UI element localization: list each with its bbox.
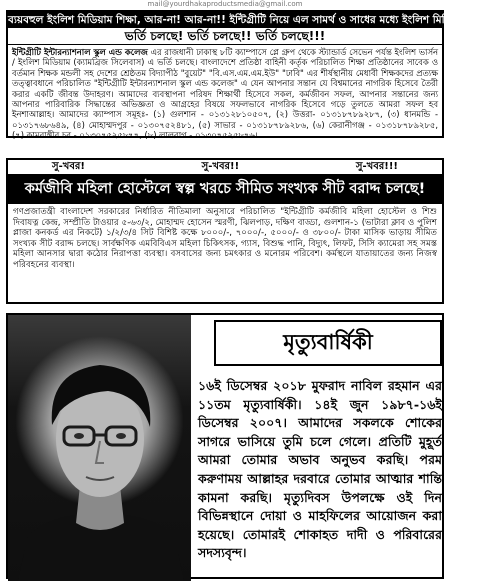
portrait-photo <box>8 315 191 581</box>
ad-band-text: ব্যয়বহুল ইংলিশ মিডিয়াম শিক্ষা, আর-না! আর-না!! ইন্টিগ্রীটি নিয়ে এল সামর্থ ও সাধের মধ্যে ইংলিশ মিডিয়াম শিক্ষা <box>8 14 492 26</box>
good-news-label-3: সু-খবর!!! <box>355 161 398 172</box>
school-admission-ad <box>6 10 492 141</box>
admission-headline: ভর্তি চলছে! ভর্তি চলছে!! ভর্তি চলছে!!! <box>8 28 442 45</box>
obituary-title: মৃত্যুবার্ষিকী <box>214 320 442 366</box>
portrait-illustration <box>8 315 191 581</box>
hostel-ad-body: গণপ্রজাতন্ত্রী বাংলাদেশ সরকারের নির্ধারিত নীতিমালা অনুসারে পরিচালিত "ইন্টিগ্রীটি কর্মজীবি মহিলা হোস্টেল ও শিশু দিবাযত্ন কেন্দ্র, সম্প্রীতি টাওয়ার ৫-৬৩/২, মোহাম্মদ হোসেন স্মরণী, ঝিলপাড়, দক্ষিণ বাড্ডা, গুলশান-১ (ভাটারা ক্লাব ও পুলিশ প্লাজা কনকর্ড এর নিকটে) ১/২/৩/৪ সিট বিশিষ্ট কক্ষে ৮০০০/-, ৭০০০/-, ৫০০০/- ও ৩৮০০/- টাকা মাসিক ভাড়ায় সীমিত সংখ্যক সীট বরাদ্দ চলছে। সার্বক্ষণিক এমবিবিএস মহিলা চিকিৎসক, গ্যাস, বিশুদ্ধ পানি, বিদ্যুৎ, লিফট, সিসি ক্যামেরা সহ সমস্ত মহিলা আনসার দ্বারা কঠোর নিরাপত্তা ব্যবস্থা। বসবাসের জন্য চমৎকার ও মনোরম পরিবেশ। কর্মস্থলে যাতায়াতের জন্য নিজস্ব পরিবহনের ব্যবস্থা। <box>13 207 437 270</box>
hostel-ad <box>6 158 444 304</box>
good-news-label-2: সু-খবর!! <box>201 161 240 172</box>
school-ad-body <box>8 45 442 141</box>
obituary-text: ১৬ই ডিসেম্বর ২০১৮ মুফরাদ নাবিল রহমান এর ১১তম মৃত্যুবার্ষিকী। ১৪ই জুন ১৯৮৭-১৬ই ডিসেম্বর ২০০৭। আমাদের সকলকে শোকের সাগরে ভাসিয়ে তুমি চলে গেলে। প্রতিটি মুহূর্ত আমরা তোমার অভাব অনুভব করছি। পরম করুণাময় আল্লাহর দরবারে তোমার আত্মার শান্তি কামনা করছি। মৃত্যুদিবস উপলক্ষে ওই দিন বিভিন্নস্থানে দোয়া ও মাহফিলের আয়োজন করা হয়েছে। তোমারই শোকাহত দাদী ও পরিবারের সদস্যবৃন্দ। <box>198 378 442 561</box>
school-name: ইন্টিগ্রীটি ইন্টারন্যাশনাল স্কুল এন্ড কলেজ <box>12 47 148 57</box>
school-ad-text: এর রাজধানী ঢাকাস্থ ৮টি ক্যাম্পাসে প্লে গ্রুপ থেকে স্ট্যান্ডার্ড সেভেন পর্যন্ত ইংলিশ ভার্সন / ইংলিশ মিডিয়াম (ক্যামব্রিজ সিলেবাস) এ ভর্তি চলছে। বাংলাদেশে প্রতিষ্ঠা বাহিনী কর্তৃক পরিচালিত শিক্ষা প্রতিষ্ঠানের সাবেক ও বর্তমান শিক্ষক মন্ডলী সহ দেশের শ্রেষ্ঠতম বিদ্যাপীঠ "বুয়েট" "বি.এস.এম.এম.ইউ" "ঢাবি" এর শীর্ষস্থানীয় মেধাবী শিক্ষকদের প্রত্যক্ষ তত্ত্বাবধানে পরিচালিত "ইন্টিগ্রীটি ইন্টারন্যাশনাল স্কুল এন্ড কলেজ" এ যেন আপনার সন্তান যে বিশ্বমানের নাগরিক হিসেবে তৈরী করার একটি জীবন্ত উদাহরণ। আমাদের ব্যবস্থাপনা পরিষদ শিক্ষার্থী হিসেবে সকল, কর্মজীবন সফল, আপনার সন্তানের জন্য আপনার পারিবারিক সিদ্ধান্তের অভিজ্ঞতা ও আগ্রহের বিষয়ে সফলভাবে নাগরিক হিসেবে গড়ে তুলতে আমরা সফল হব ইনশাআল্লাহ। আমাদের ক্যাম্পাস সমূহঃ- (১) গুলশান - ০১৩১২৮১০৫০৭, (২) উত্তরা- ০১৩১৮৭৮৯২৮৭, (৩) ধানমন্ডি - ০১৩১৭৬৮৬৪৯, (৪) মোহাম্মদপুর - ০১৩০৭৫২৪৮১, (৫) সাভার - ০১৩১৮৭৮৯২৮৬, (৬) কেরানীগঞ্জ - ০১৩১৮৭৮৯২৮৫, (৭) কামরাঙ্গীর চর - ০১৩০৭৫২৫৮৭৭, (৮) লালবাগ - ০১৩০৭৫২৫৮৭৬। <box>12 47 438 141</box>
obituary-notice <box>6 313 444 579</box>
header-strip: mail@yourdhakaproductsmedia@gmail.com <box>147 0 303 8</box>
good-news-row <box>8 160 442 174</box>
good-news-label-1: সু-খবর! <box>52 161 85 172</box>
hostel-headline: কর্মজীবি মহিলা হোস্টেলে স্বল্প খরচে সীমিত সংখ্যক সীট বরাদ্দ চলছে! <box>8 174 442 204</box>
